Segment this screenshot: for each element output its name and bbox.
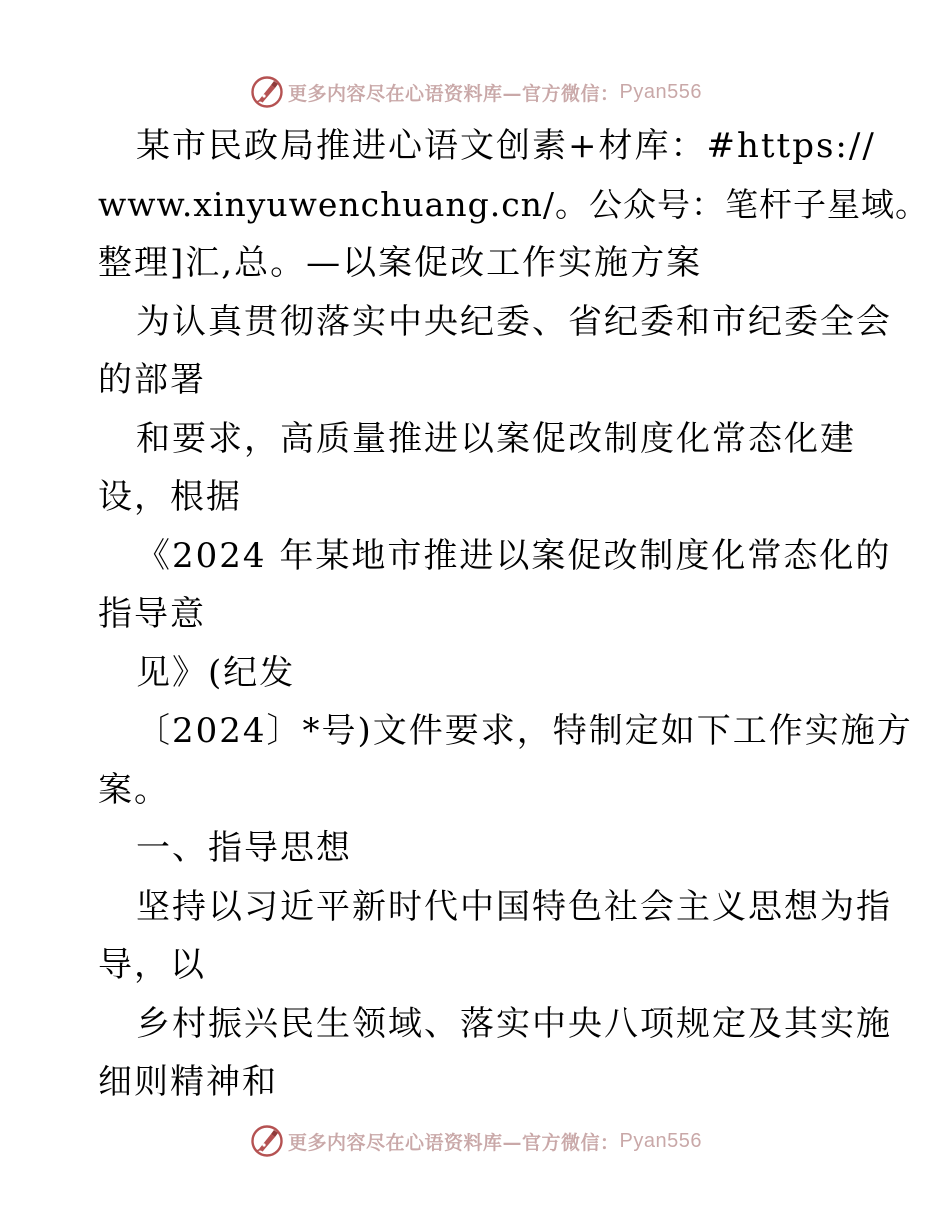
doc-line-2: www.xinyuwenchuang.cn/。公众号：笔杆子星域。 xyxy=(98,185,930,224)
doc-line-5: 的部署 xyxy=(98,360,206,400)
watermark-content xyxy=(250,75,702,109)
doc-section-heading: 一、指导思想 xyxy=(136,828,352,868)
pen-nib-logo-icon xyxy=(250,75,284,109)
watermark-text: 更多内容尽在心语资料库—官方微信： xyxy=(288,1131,620,1154)
header-watermark xyxy=(0,72,950,112)
watermark-content xyxy=(250,1124,702,1158)
watermark-wechat-id: Pyan556 xyxy=(619,1129,702,1152)
watermark-text: 更多内容尽在心语资料库—官方微信： xyxy=(288,82,620,105)
doc-line-1: 某市民政局推进心语文创素+材库：#https:// xyxy=(136,126,876,166)
doc-line-11: 〔2024〕*号)文件要求，特制定如下工作实施方 xyxy=(136,711,913,751)
footer-watermark xyxy=(0,1121,950,1161)
doc-line-9: 指导意 xyxy=(98,594,206,634)
doc-line-16: 乡村振兴民生领域、落实中央八项规定及其实施 xyxy=(136,1004,892,1044)
doc-line-4: 为认真贯彻落实中央纪委、省纪委和市纪委全会 xyxy=(136,302,892,342)
watermark-wechat-id: Pyan556 xyxy=(619,80,702,103)
doc-line-17: 细则精神和 xyxy=(98,1062,278,1102)
doc-line-6: 和要求，高质量推进以案促改制度化常态化建 xyxy=(136,419,856,459)
doc-line-10: 见》(纪发 xyxy=(136,653,296,693)
doc-line-3: 整理]汇,总。—以案促改工作实施方案 xyxy=(98,243,703,283)
doc-line-14: 坚持以习近平新时代中国特色社会主义思想为指 xyxy=(136,887,892,927)
doc-line-12: 案。 xyxy=(98,770,170,810)
doc-line-8: 《2024 年某地市推进以案促改制度化常态化的 xyxy=(136,536,892,576)
doc-line-15: 导，以 xyxy=(98,945,206,985)
pen-nib-logo-icon xyxy=(250,1124,284,1158)
doc-line-7: 设，根据 xyxy=(98,477,242,517)
